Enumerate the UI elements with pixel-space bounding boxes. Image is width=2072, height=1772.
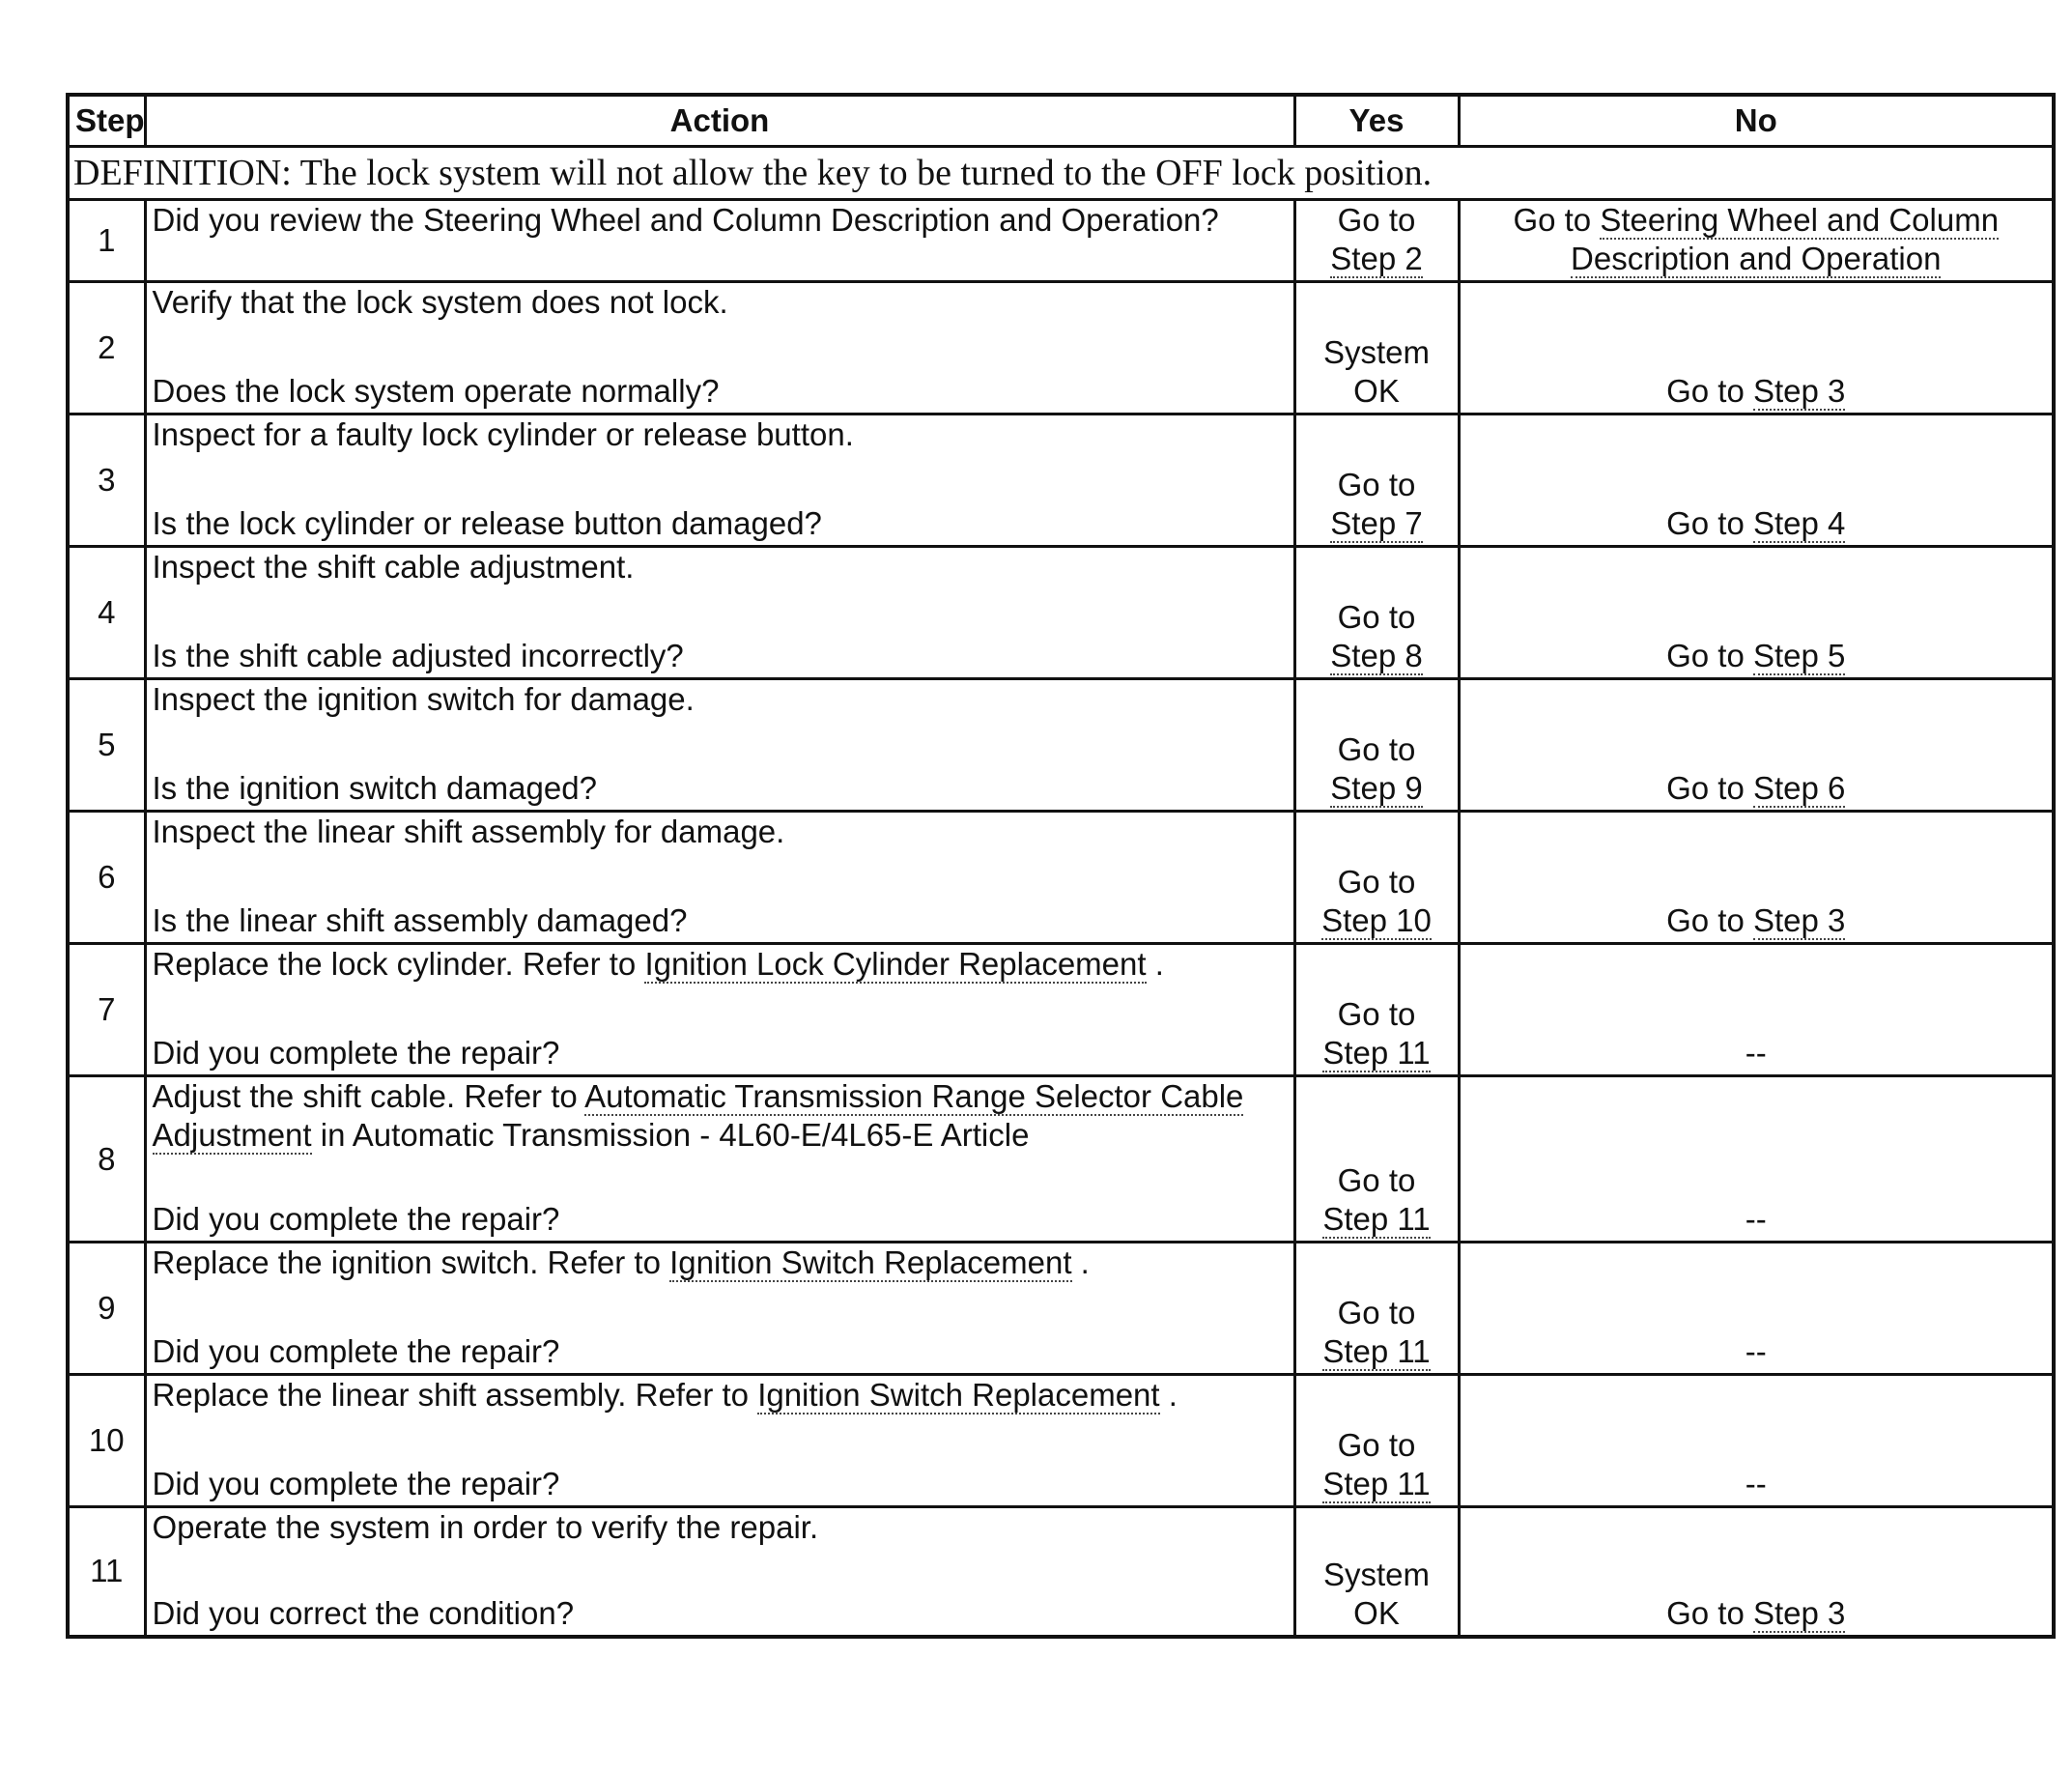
yes-prefix: System [1322,334,1431,370]
header-step: Step [68,95,145,147]
yes-cell [1294,1375,1459,1507]
no-prefix: Go to [1666,638,1745,673]
action-text: Verify that the lock system does not lock. [152,284,728,320]
action-link[interactable]: Ignition Lock Cylinder Replacement [644,946,1147,982]
yes-cell [1294,547,1459,679]
yes-cell [1294,944,1459,1076]
action-link[interactable]: Ignition Switch Replacement [757,1377,1160,1413]
table-row [68,1375,2054,1507]
table-row [68,944,2054,1076]
no-cell: -- [1459,1076,2054,1243]
action-cell [145,1375,1294,1507]
action-link[interactable]: Automatic Transmission Range Selector Cable Adjustment [152,1078,1244,1153]
action-cell [145,547,1294,679]
yes-cell [1294,200,1459,282]
action-pre: Replace the lock cylinder. Refer to [152,946,637,982]
no-prefix: Go to [1666,1594,1745,1631]
action-post: in Automatic Transmission - 4L60-E/4L65-E Article [311,1117,1030,1153]
step-number: 1 [68,200,145,282]
header-yes: Yes [1294,95,1459,147]
yes-link[interactable]: Step 11 [1322,1201,1431,1237]
question-text: Does the lock system operate normally? [152,373,720,409]
step-number: 8 [68,1076,145,1243]
table-row [68,1243,2054,1375]
no-cell: -- [1459,944,2054,1076]
action-text: Operate the system in order to verify the repair. [152,1509,819,1545]
no-link[interactable]: Steering Wheel and Column Description and Operation [1571,202,2000,276]
header-action: Action [145,95,1294,147]
yes-prefix: Go to [1337,599,1416,635]
yes-prefix: Go to [1337,864,1416,900]
action-text: Inspect the linear shift assembly for damage. [152,814,785,849]
yes-link[interactable]: Step 10 [1321,902,1432,938]
yes-cell [1294,679,1459,812]
question-text: Did you complete the repair? [152,1466,560,1501]
action-text: Inspect the shift cable adjustment. [152,549,635,585]
action-text: Did you review the Steering Wheel and Column Description and Operation? [145,200,1294,282]
yes-link[interactable]: Step 7 [1330,505,1423,541]
question-text: Did you complete the repair? [152,1201,560,1237]
table-row [68,200,2054,282]
action-link[interactable]: Ignition Switch Replacement [669,1244,1072,1280]
yes-prefix: Go to [1337,996,1416,1032]
question-text: Is the ignition switch damaged? [152,770,597,806]
question-text: Is the linear shift assembly damaged? [152,902,688,938]
no-cell: -- [1459,1243,2054,1375]
no-cell [1459,282,2054,414]
question-text: Is the lock cylinder or release button damaged? [152,505,822,541]
no-link[interactable]: Step 5 [1752,638,1846,673]
table-row [68,414,2054,547]
table-row [68,1507,2054,1637]
action-post: . [1159,1377,1178,1413]
question-text: Did you complete the repair? [152,1035,560,1071]
yes-prefix: Go to [1337,1162,1416,1198]
yes-link[interactable]: Step 8 [1330,638,1423,673]
no-cell [1459,547,2054,679]
yes-cell [1294,1243,1459,1375]
no-cell [1459,679,2054,812]
table-row [68,282,2054,414]
action-cell [145,679,1294,812]
header-no: No [1459,95,2054,147]
no-prefix: Go to [1666,770,1745,806]
no-link[interactable]: Step 3 [1752,373,1846,409]
header-row [68,95,2054,147]
action-cell [145,812,1294,944]
no-prefix: Go to [1666,902,1745,938]
action-cell [145,944,1294,1076]
yes-prefix: Go to [1337,731,1416,767]
action-pre: Adjust the shift cable. Refer to [152,1078,578,1114]
yes-prefix: Go to [1337,202,1416,238]
yes-prefix: Go to [1337,467,1416,502]
action-cell [145,414,1294,547]
action-text: Inspect for a faulty lock cylinder or release button. [152,416,854,452]
yes-link[interactable]: Step 11 [1322,1035,1431,1071]
yes-cell [1294,414,1459,547]
action-pre: Replace the ignition switch. Refer to [152,1244,661,1280]
table-row [68,679,2054,812]
no-prefix: Go to [1666,373,1745,409]
yes-cell [1294,812,1459,944]
step-number: 2 [68,282,145,414]
question-text: Did you correct the condition? [152,1594,575,1631]
table-row [68,1076,2054,1243]
step-number: 6 [68,812,145,944]
step-number: 9 [68,1243,145,1375]
yes-cell [1294,1076,1459,1243]
action-pre: Replace the linear shift assembly. Refer to [152,1377,750,1413]
no-link[interactable]: Step 3 [1752,902,1846,938]
table-row [68,547,2054,679]
table-row [68,812,2054,944]
yes-result: OK [1353,373,1400,409]
no-link[interactable]: Step 3 [1752,1594,1846,1631]
no-prefix: Go to [1666,505,1745,541]
yes-prefix: System [1322,1556,1431,1592]
action-post: . [1071,1244,1090,1280]
yes-result: OK [1353,1594,1400,1631]
definition-row [68,147,2054,200]
action-text: Inspect the ignition switch for damage. [152,681,695,717]
no-prefix: Go to [1513,202,1592,238]
diagnostic-document [66,93,2056,1639]
yes-link[interactable]: Step 9 [1330,770,1423,806]
no-cell [1459,200,2054,282]
action-cell [145,282,1294,414]
step-number: 10 [68,1375,145,1507]
step-number: 4 [68,547,145,679]
yes-link[interactable]: Step 11 [1322,1466,1431,1501]
step-number: 3 [68,414,145,547]
step-number: 5 [68,679,145,812]
no-cell [1459,1507,2054,1637]
question-text: Did you complete the repair? [152,1333,560,1369]
definition-text: DEFINITION: The lock system will not allow the key to be turned to the OFF lock position. [68,147,2054,200]
yes-prefix: Go to [1337,1295,1416,1330]
no-link[interactable]: Step 6 [1752,770,1846,806]
yes-link[interactable]: Step 2 [1330,241,1423,276]
no-link[interactable]: Step 4 [1752,505,1846,541]
yes-cell [1294,282,1459,414]
action-cell [145,1507,1294,1637]
action-cell [145,1076,1294,1243]
diagnostic-table [66,93,2056,1639]
action-post: . [1146,946,1164,982]
no-cell: -- [1459,1375,2054,1507]
no-cell [1459,414,2054,547]
question-text: Is the shift cable adjusted incorrectly? [152,638,684,673]
yes-prefix: Go to [1337,1427,1416,1463]
step-number: 11 [68,1507,145,1637]
step-number: 7 [68,944,145,1076]
action-cell [145,1243,1294,1375]
yes-link[interactable]: Step 11 [1322,1333,1431,1369]
no-cell [1459,812,2054,944]
yes-cell [1294,1507,1459,1637]
